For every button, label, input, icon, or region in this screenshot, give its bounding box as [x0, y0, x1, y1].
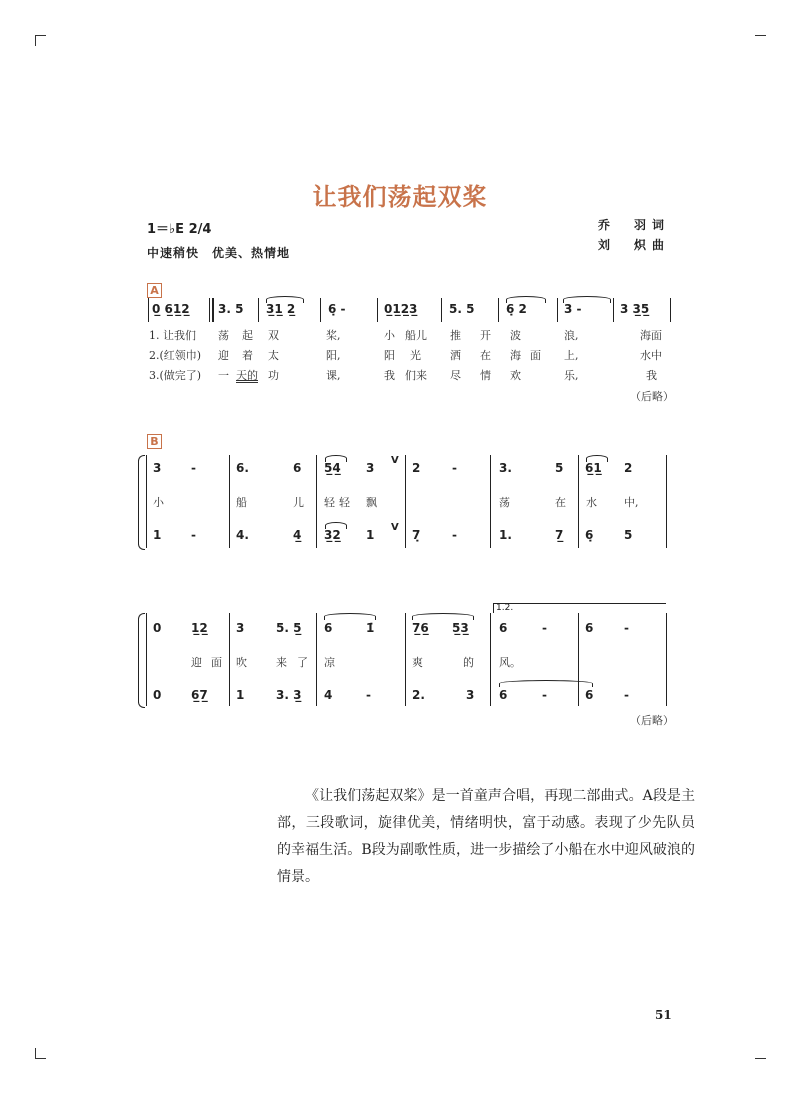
lyric: 起: [242, 329, 253, 342]
lyric: 光: [410, 349, 421, 362]
composer-credit: 刘 炽曲: [597, 238, 670, 252]
lyric: 着: [242, 349, 253, 362]
lyric: 2.(红领巾): [149, 349, 202, 362]
lyric: 上,: [564, 349, 579, 362]
lyric: 小: [153, 496, 164, 509]
barline: [578, 455, 579, 548]
note: 4̲: [293, 528, 302, 542]
note: 6: [585, 621, 594, 635]
lyric: 双: [268, 329, 279, 342]
key-signature: 1＝♭E 2/4: [147, 222, 212, 237]
note: 6: [499, 688, 508, 702]
note: -: [542, 688, 547, 702]
note-group: 0̲ 6̲1̲2̲: [152, 302, 190, 316]
lyric: 海面: [640, 329, 662, 342]
barline: [670, 298, 671, 322]
lyric: 凉: [324, 656, 335, 669]
rehearsal-mark-b: B: [147, 434, 162, 449]
lyric: 水中: [640, 349, 662, 362]
note-group: 5. 5: [449, 302, 475, 316]
lyric: 的: [463, 656, 474, 669]
crop-mark: [35, 1058, 46, 1059]
barline: [316, 613, 317, 706]
lyric: 面: [530, 349, 541, 362]
rehearsal-mark-a: A: [147, 283, 162, 298]
lyric: 轻: [339, 496, 350, 509]
lyric: 风。: [499, 656, 521, 669]
lyric: 吹: [236, 656, 247, 669]
lyric: 太: [268, 349, 279, 362]
lyric: 船: [236, 496, 247, 509]
note: -: [191, 528, 196, 542]
note-group: 6̲7̲: [191, 688, 208, 702]
slur: [324, 613, 376, 620]
note: -: [542, 621, 547, 635]
lyric: 1. 让我们: [149, 329, 196, 342]
lyric: 中,: [624, 496, 639, 509]
barline: [320, 298, 321, 322]
barline: [405, 455, 406, 548]
note: -: [366, 688, 371, 702]
lyric: 船儿: [405, 329, 427, 342]
note: 0: [153, 688, 162, 702]
note: 6.: [236, 461, 249, 475]
note: 1̇: [366, 621, 375, 635]
tie: [499, 680, 593, 687]
lyric: 开: [480, 329, 491, 342]
lyric: 欢: [510, 369, 521, 382]
note-group: 3. 3̲: [276, 688, 302, 702]
note-group: 6̣ 2: [506, 302, 527, 316]
lyric: 了: [297, 656, 308, 669]
lyric: 儿: [293, 496, 304, 509]
note-group: 6̣ -: [328, 302, 346, 316]
lyric: 迎: [191, 656, 202, 669]
note-group: 3. 5: [218, 302, 244, 316]
note: 2.: [412, 688, 425, 702]
crop-mark: [755, 1058, 766, 1059]
barline: [490, 455, 491, 548]
note: 6: [499, 621, 508, 635]
lyric: 我: [384, 369, 395, 382]
omitted-note: （后略）: [630, 390, 674, 403]
volta-bracket: [493, 603, 494, 613]
note: 0: [153, 621, 162, 635]
lyric: 荡: [218, 329, 229, 342]
note: 3.: [499, 461, 512, 475]
lyric: 飘: [366, 496, 377, 509]
slur: [412, 613, 474, 620]
crop-mark: [35, 35, 46, 36]
system-barline: [146, 613, 147, 706]
lyric: 在: [480, 349, 491, 362]
lyric: 轻: [324, 496, 335, 509]
lyric: 推: [450, 329, 461, 342]
omitted-note: （后略）: [630, 714, 674, 727]
barline: [613, 298, 614, 322]
note: 1.: [499, 528, 512, 542]
note: 1: [366, 528, 375, 542]
lyric: 小: [384, 329, 395, 342]
note: 4.: [236, 528, 249, 542]
lyric: 情: [480, 369, 491, 382]
note: 1: [236, 688, 245, 702]
lyric: 阳,: [326, 349, 341, 362]
lyric: 一: [218, 369, 229, 382]
lyric: 水: [586, 496, 597, 509]
note-group: 5̲3̲: [452, 621, 469, 635]
volta-label: 1.2.: [496, 603, 514, 613]
system-brace: [138, 613, 145, 708]
crop-mark: [755, 35, 766, 36]
lyric: 乐,: [564, 369, 579, 382]
repeat-barline: [212, 298, 214, 322]
note-group: 3̲2̲: [324, 528, 341, 542]
lyric: 面: [211, 656, 222, 669]
lyric: 桨,: [326, 329, 341, 342]
lyric: 课,: [326, 369, 341, 382]
note: 7̲: [555, 528, 564, 542]
repeat-barline: [209, 298, 210, 322]
lyric: 功: [268, 369, 279, 382]
barline: [666, 455, 667, 548]
note-group: 6̲1̲: [585, 461, 602, 475]
note: 6: [293, 461, 302, 475]
note-group: 7̲6̲: [412, 621, 429, 635]
note: 6: [585, 688, 594, 702]
lyric: 波: [510, 329, 521, 342]
lyric: 迎: [218, 349, 229, 362]
note-group: 1̲2̲: [191, 621, 208, 635]
system-brace: [138, 455, 145, 550]
lyric: 我: [646, 369, 657, 382]
note: 3: [366, 461, 375, 475]
note: 7̣: [412, 528, 421, 542]
barline: [578, 613, 579, 706]
breath-mark: V: [391, 455, 399, 466]
note: 3: [236, 621, 245, 635]
crop-mark: [35, 35, 36, 46]
lyric: 爽: [412, 656, 423, 669]
lyric: 天的: [236, 369, 258, 382]
barline: [258, 298, 259, 322]
barline: [441, 298, 442, 322]
note-group: 3 3̲5̲: [620, 302, 650, 316]
note: 5: [624, 528, 633, 542]
barline: [490, 613, 491, 706]
barline: [316, 455, 317, 548]
lyric: 洒: [450, 349, 461, 362]
song-title: 让我们荡起双桨: [312, 182, 488, 211]
note: 5: [555, 461, 564, 475]
note: 1: [153, 528, 162, 542]
barline: [229, 613, 230, 706]
lyric: 阳: [384, 349, 395, 362]
breath-mark: V: [391, 522, 399, 533]
barline: [498, 298, 499, 322]
description-paragraph: 《让我们荡起双桨》是一首童声合唱，再现二部曲式。A段是主部，三段歌词，旋律优美，情绪明快，富于动感。表现了少先队员的幸福生活。B段为副歌性质，进一步描绘了小船在水中迎风破浪的情景。: [277, 788, 695, 885]
lyricist-credit: 乔 羽词: [597, 218, 670, 232]
tempo-marking: 中速稍快 优美、热情地: [147, 246, 291, 260]
lyric: 海: [510, 349, 521, 362]
lyric: 尽: [450, 369, 461, 382]
note: 3: [466, 688, 475, 702]
barline: [148, 298, 149, 322]
note: 2: [624, 461, 633, 475]
note-group: 3̲1̲ 2̲: [266, 302, 296, 316]
note-group: 5̲4̲: [324, 461, 341, 475]
note: 2: [412, 461, 421, 475]
note: -: [452, 528, 457, 542]
note-group: 3 -: [564, 302, 582, 316]
lyric: 们来: [405, 369, 427, 382]
note: -: [624, 688, 629, 702]
note: 3: [153, 461, 162, 475]
note: 4: [324, 688, 333, 702]
lyric: 来: [276, 656, 287, 669]
lyric: 荡: [499, 496, 510, 509]
lyric: 3.(做完了): [149, 369, 202, 382]
barline: [377, 298, 378, 322]
barline: [666, 613, 667, 706]
volta-bracket: [493, 603, 666, 604]
barline: [557, 298, 558, 322]
page-number: 51: [655, 1008, 672, 1022]
lyric: 在: [555, 496, 566, 509]
note: 6̣: [585, 528, 594, 542]
note: 6: [324, 621, 333, 635]
note-group: 0̲1̲2̲3̲: [384, 302, 418, 316]
lyric: 浪,: [564, 329, 579, 342]
note: -: [624, 621, 629, 635]
barline: [229, 455, 230, 548]
barline: [405, 613, 406, 706]
system-barline: [146, 455, 147, 548]
note-group: 5. 5̲: [276, 621, 302, 635]
note: -: [191, 461, 196, 475]
note: -: [452, 461, 457, 475]
